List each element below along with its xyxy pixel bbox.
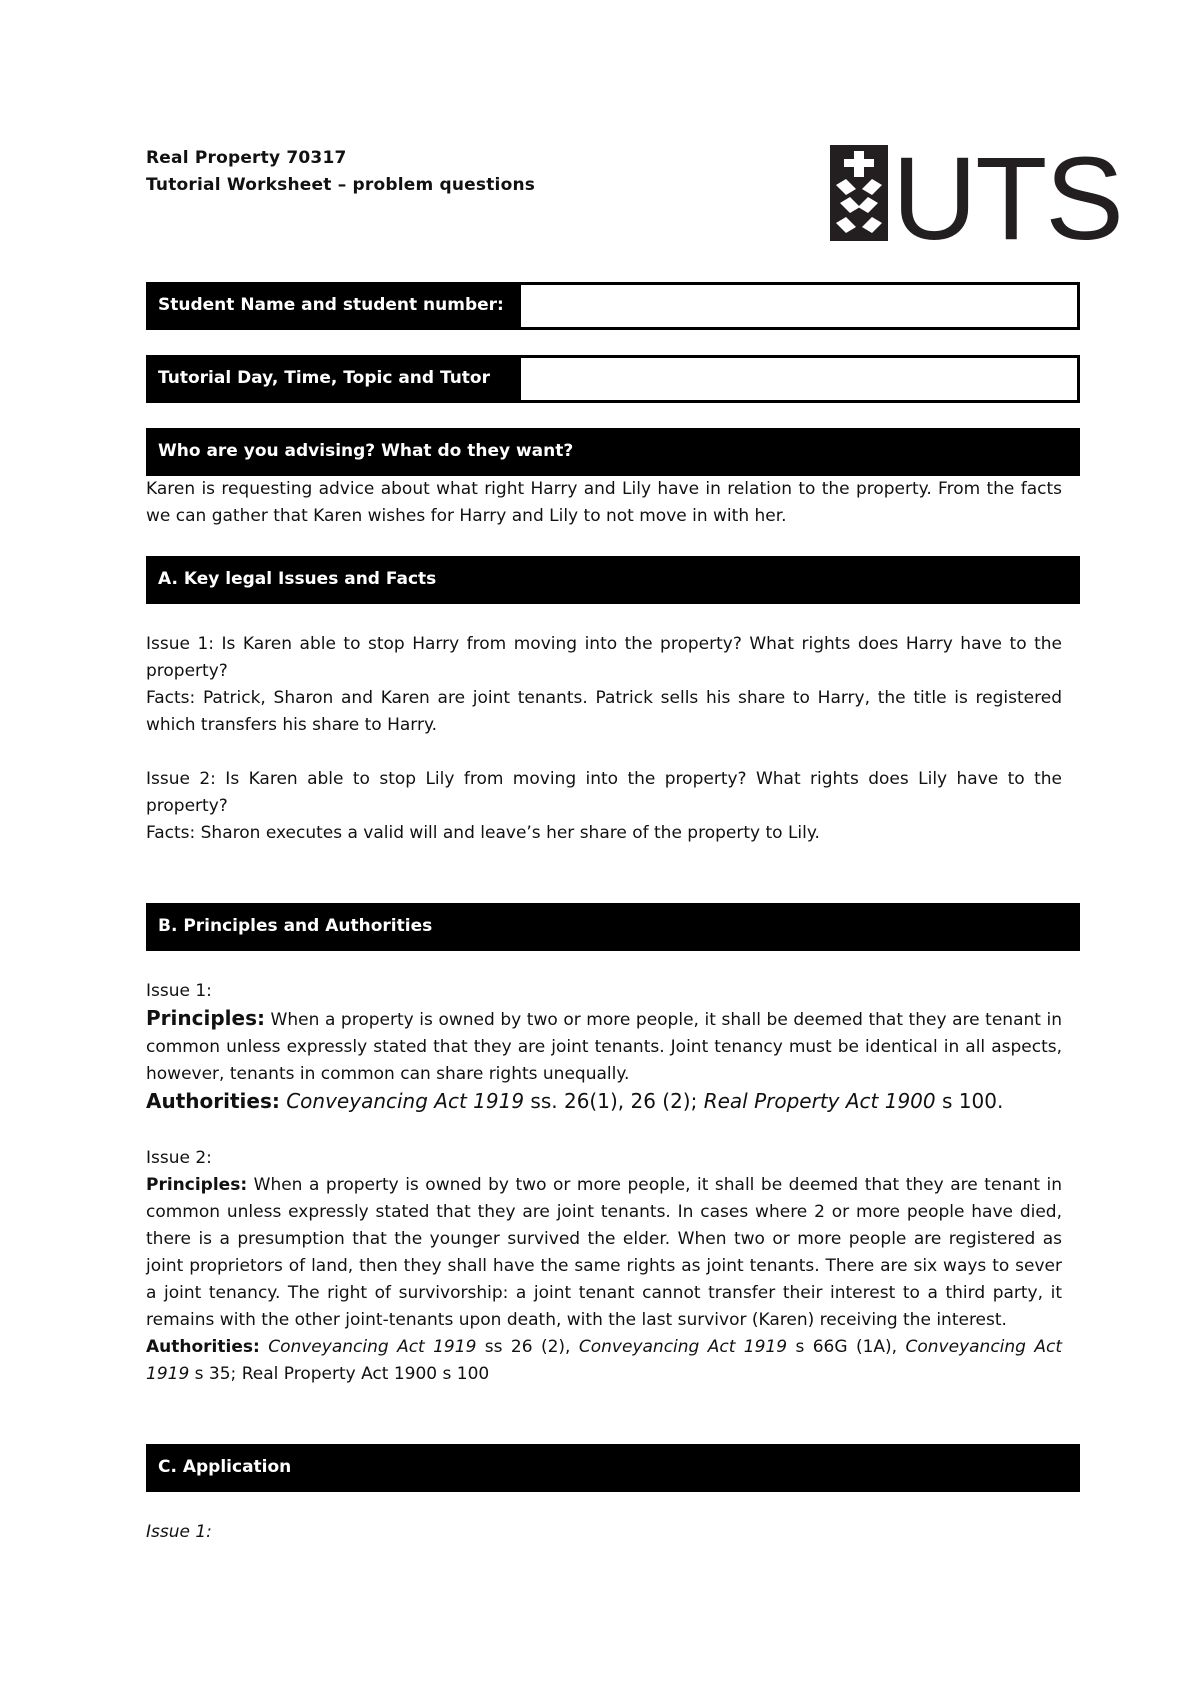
advising-heading: Who are you advising? What do they want? bbox=[146, 428, 1080, 476]
section-b-issue2-principles: Principles: When a property is owned by two or more people, it shall be deemed that they are tenant in common unless expressly stated that they are joint tenants. In cases where 2 or more people have died, there is a presumption that the younger survived the elder. When two or more people are registered as joint proprietors of land, then they shall have the same rights as joint tenants. There are six ways to sever a joint tenancy. The right of survivorship: a joint tenant cannot transfer their interest to a third party, it remains with the other joint-tenants upon death, with the last survivor (Karen) receiving the interest. bbox=[146, 1175, 1062, 1330]
worksheet-title: Tutorial Worksheet – problem questions bbox=[146, 175, 536, 195]
issue2-facts: Facts: Sharon executes a valid will and leave’s her share of the property to Lily. bbox=[146, 823, 820, 843]
tutorial-details-field[interactable] bbox=[518, 355, 1080, 403]
section-c-heading: C. Application bbox=[146, 1444, 1080, 1492]
advising-text: Karen is requesting advice about what right Harry and Lily have in relation to the property. From the facts we can gather that Karen wishes for Harry and Lily to not move in with her. bbox=[146, 479, 1062, 526]
section-b-issue2 bbox=[146, 1145, 1062, 1388]
course-title: Real Property 70317 bbox=[146, 148, 347, 168]
tutorial-details-label: Tutorial Day, Time, Topic and Tutor bbox=[146, 355, 518, 403]
uts-logo bbox=[830, 145, 1130, 245]
student-name-label: Student Name and student number: bbox=[146, 282, 518, 330]
section-b-issue1 bbox=[146, 978, 1062, 1115]
uts-crest-icon bbox=[830, 145, 1130, 245]
tutorial-details-row bbox=[146, 355, 1080, 403]
section-c-body bbox=[146, 1519, 1062, 1546]
section-a-heading: A. Key legal Issues and Facts bbox=[146, 556, 1080, 604]
section-a-body bbox=[146, 631, 1062, 847]
student-name-row bbox=[146, 282, 1080, 330]
principles-label: Principles: bbox=[146, 1006, 265, 1030]
authorities-label: Authorities: bbox=[146, 1089, 280, 1113]
section-b-heading: B. Principles and Authorities bbox=[146, 903, 1080, 951]
section-b-issue1-principles: Principles: When a property is owned by two or more people, it shall be deemed that they are tenant in common unless expressly stated that they are joint tenants. Joint tenancy must be identical in all aspects, however, tenants in common can share rights unequally. bbox=[146, 1006, 1062, 1084]
logo-text: UTS bbox=[892, 145, 1122, 245]
section-c-issue1-label: Issue 1: bbox=[146, 1522, 212, 1542]
issue1-question: Issue 1: Is Karen able to stop Harry from moving into the property? What rights does Harry have to the property? bbox=[146, 634, 1062, 681]
section-b-issue1-label: Issue 1: bbox=[146, 981, 212, 1001]
issue2-question: Issue 2: Is Karen able to stop Lily from moving into the property? What rights does Lily have to the property? bbox=[146, 769, 1062, 816]
issue1-facts: Facts: Patrick, Sharon and Karen are joint tenants. Patrick sells his share to Harry, the title is registered which transfers his share to Harry. bbox=[146, 688, 1062, 735]
student-name-field[interactable] bbox=[518, 282, 1080, 330]
section-b-issue2-label: Issue 2: bbox=[146, 1148, 212, 1168]
section-b-issue1-authorities: Authorities: Conveyancing Act 1919 ss. 26(1), 26 (2); Real Property Act 1900 s 100. bbox=[146, 1089, 1004, 1113]
section-b-issue2-authorities: Authorities: Conveyancing Act 1919 ss 26 (2), Conveyancing Act 1919 s 66G (1A), Conveyancing Act 1919 s 35; Real Property Act 1900 s 100 bbox=[146, 1337, 1063, 1384]
